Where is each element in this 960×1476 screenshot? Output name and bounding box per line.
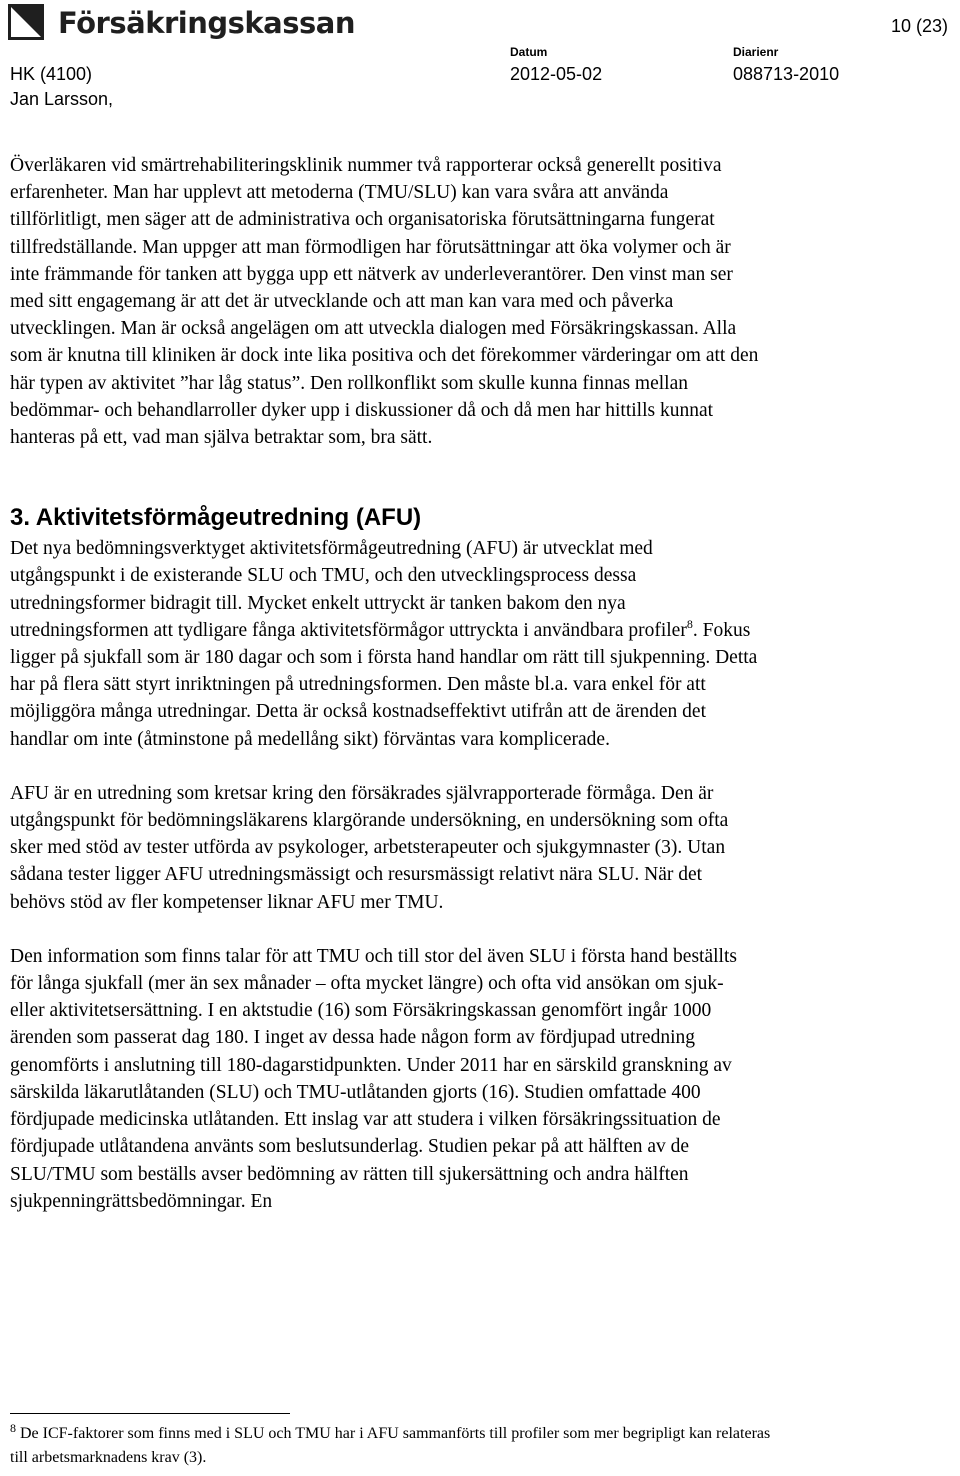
footnote <box>10 1422 780 1470</box>
paragraph-tmu-slu-usage: Den information som finns talar för att TMU och till stor del även SLU i första hand beställts för långa sjukfall (mer än sex månader – ofta mycket längre) och ofta vid ansökan om sjuk- eller aktivitetsersättning. I en aktstudie (16) som Försäkringskassan genomfört ingår 1000 ärenden som passerat dag 180. I inget av dessa hade någon form av fördjupad utredning genomförts i anslutning till 180-dagarstidpunkten. Under 2011 har en särskild granskning av särskilda läkarutlåtanden (SLU) och TMU-utlåtanden gjorts (16). Studien omfattade 400 fördjupade medicinska utlåtanden. Ett inslag var att studera i vilken försäkringssituation de fördjupade utlåtandena använts som beslutsunderlag. Studien pekar på att hälften av de SLU/TMU som beställs avser bedömning av rätten till sjukersättning och andra hälften sjukpenningrättsbedömningar. En <box>10 945 737 1212</box>
footnote-number: 8 <box>10 1421 16 1435</box>
paragraph-afu-intro-part1: Det nya bedömningsverktyget aktivitetsförmågeutredning (AFU) är utvecklat med utgångspunkt i de existerande SLU och TMU, och den utvecklingsprocess dessa utredningsformer bidragit till. Mycket enkelt uttryckt är tanken bakom den nya utredningsformen att tydligare fånga aktivitetsförmågor uttryckta i användbara profiler <box>10 538 687 641</box>
unit-code: HK (4100) <box>10 64 93 84</box>
logo-text: Försäkringskassan <box>58 6 355 40</box>
page-header <box>0 0 960 115</box>
paragraph-afu-description: AFU är en utredning som kretsar kring den försäkrades självrapporterade förmåga. Den är utgångspunkt för bedömningsläkarens klargörande undersökning, en undersökning som ofta sker med stöd av tester utförda av psykologer, arbetsterapeuter och sjukgymnaster (3). Utan sådana tester ligger AFU utredningsmässigt och resursmässigt relativt nära SLU. När det behövs stöd av fler kompetenser liknar AFU mer TMU. <box>10 782 729 913</box>
footnote-divider <box>10 1413 290 1414</box>
logo-mark-icon <box>8 4 44 40</box>
paragraph-afu-intro <box>10 535 760 753</box>
page-number: 10 (23) <box>890 16 948 36</box>
footnote-reference[interactable]: 8 <box>686 616 693 631</box>
document-body <box>10 152 760 1215</box>
paragraph-afu-intro-part2: . Fokus ligger på sjukfall som är 180 dagar och som i första hand handlar om rätt till sjukpenning. Detta har på flera sätt styrt inriktningen på utredningsformen. Den måste bl.a. vara enkel för att möjliggöra många utredningar. Detta är också kostnadseffektivt utifrån att de ärenden det handlar om inte (åtminstone på medellång sikt) förväntas vara komplicerade. <box>10 619 758 750</box>
footnote-text: De ICF-faktorer som finns med i SLU och TMU har i AFU sammanförts till profiler som mer begripligt kan relateras till arbetsmarknadens krav (3). <box>10 1425 771 1466</box>
date-value: 2012-05-02 <box>510 64 603 84</box>
diarienr-label: Diarienr <box>733 45 779 59</box>
paragraph-clinic-experience: Överläkaren vid smärtrehabiliteringsklinik nummer två rapporterar också generellt positiva erfarenheter. Man har upplevt att metoderna (TMU/SLU) kan vara svåra att använda tillförlitligt, men säger att de administrativa och organisatoriska förutsättningarna fungerat tillfredställande. Man uppger att man förmodligen har förutsättningar att öka volymer och är inte främmande för tanken att bygga upp ett nätverk av underleverantörer. Den vinst man ser med sitt engagemang är att det är utvecklande och att man kan vara med och påverka utvecklingen. Man är också angelägen om att utveckla dialogen med Försäkringskassan. Alla som är knutna till kliniken är dock inte lika positiva och det förekommer värderingar om att den här typen av aktivitet ”har låg status”. Den rollkonflikt som skulle kunna finnas mellan bedömmar- och behandlarroller dyker upp i diskussioner då och då men har hittills kunnat hanteras på ett, vad man själva betraktar som, bra sätt. <box>10 155 759 449</box>
section-heading: 3. Aktivitetsförmågeutredning (AFU) <box>10 504 422 532</box>
author-name: Jan Larsson, <box>10 89 114 109</box>
date-label: Datum <box>510 45 548 59</box>
diarienr-value: 088713-2010 <box>733 64 840 84</box>
